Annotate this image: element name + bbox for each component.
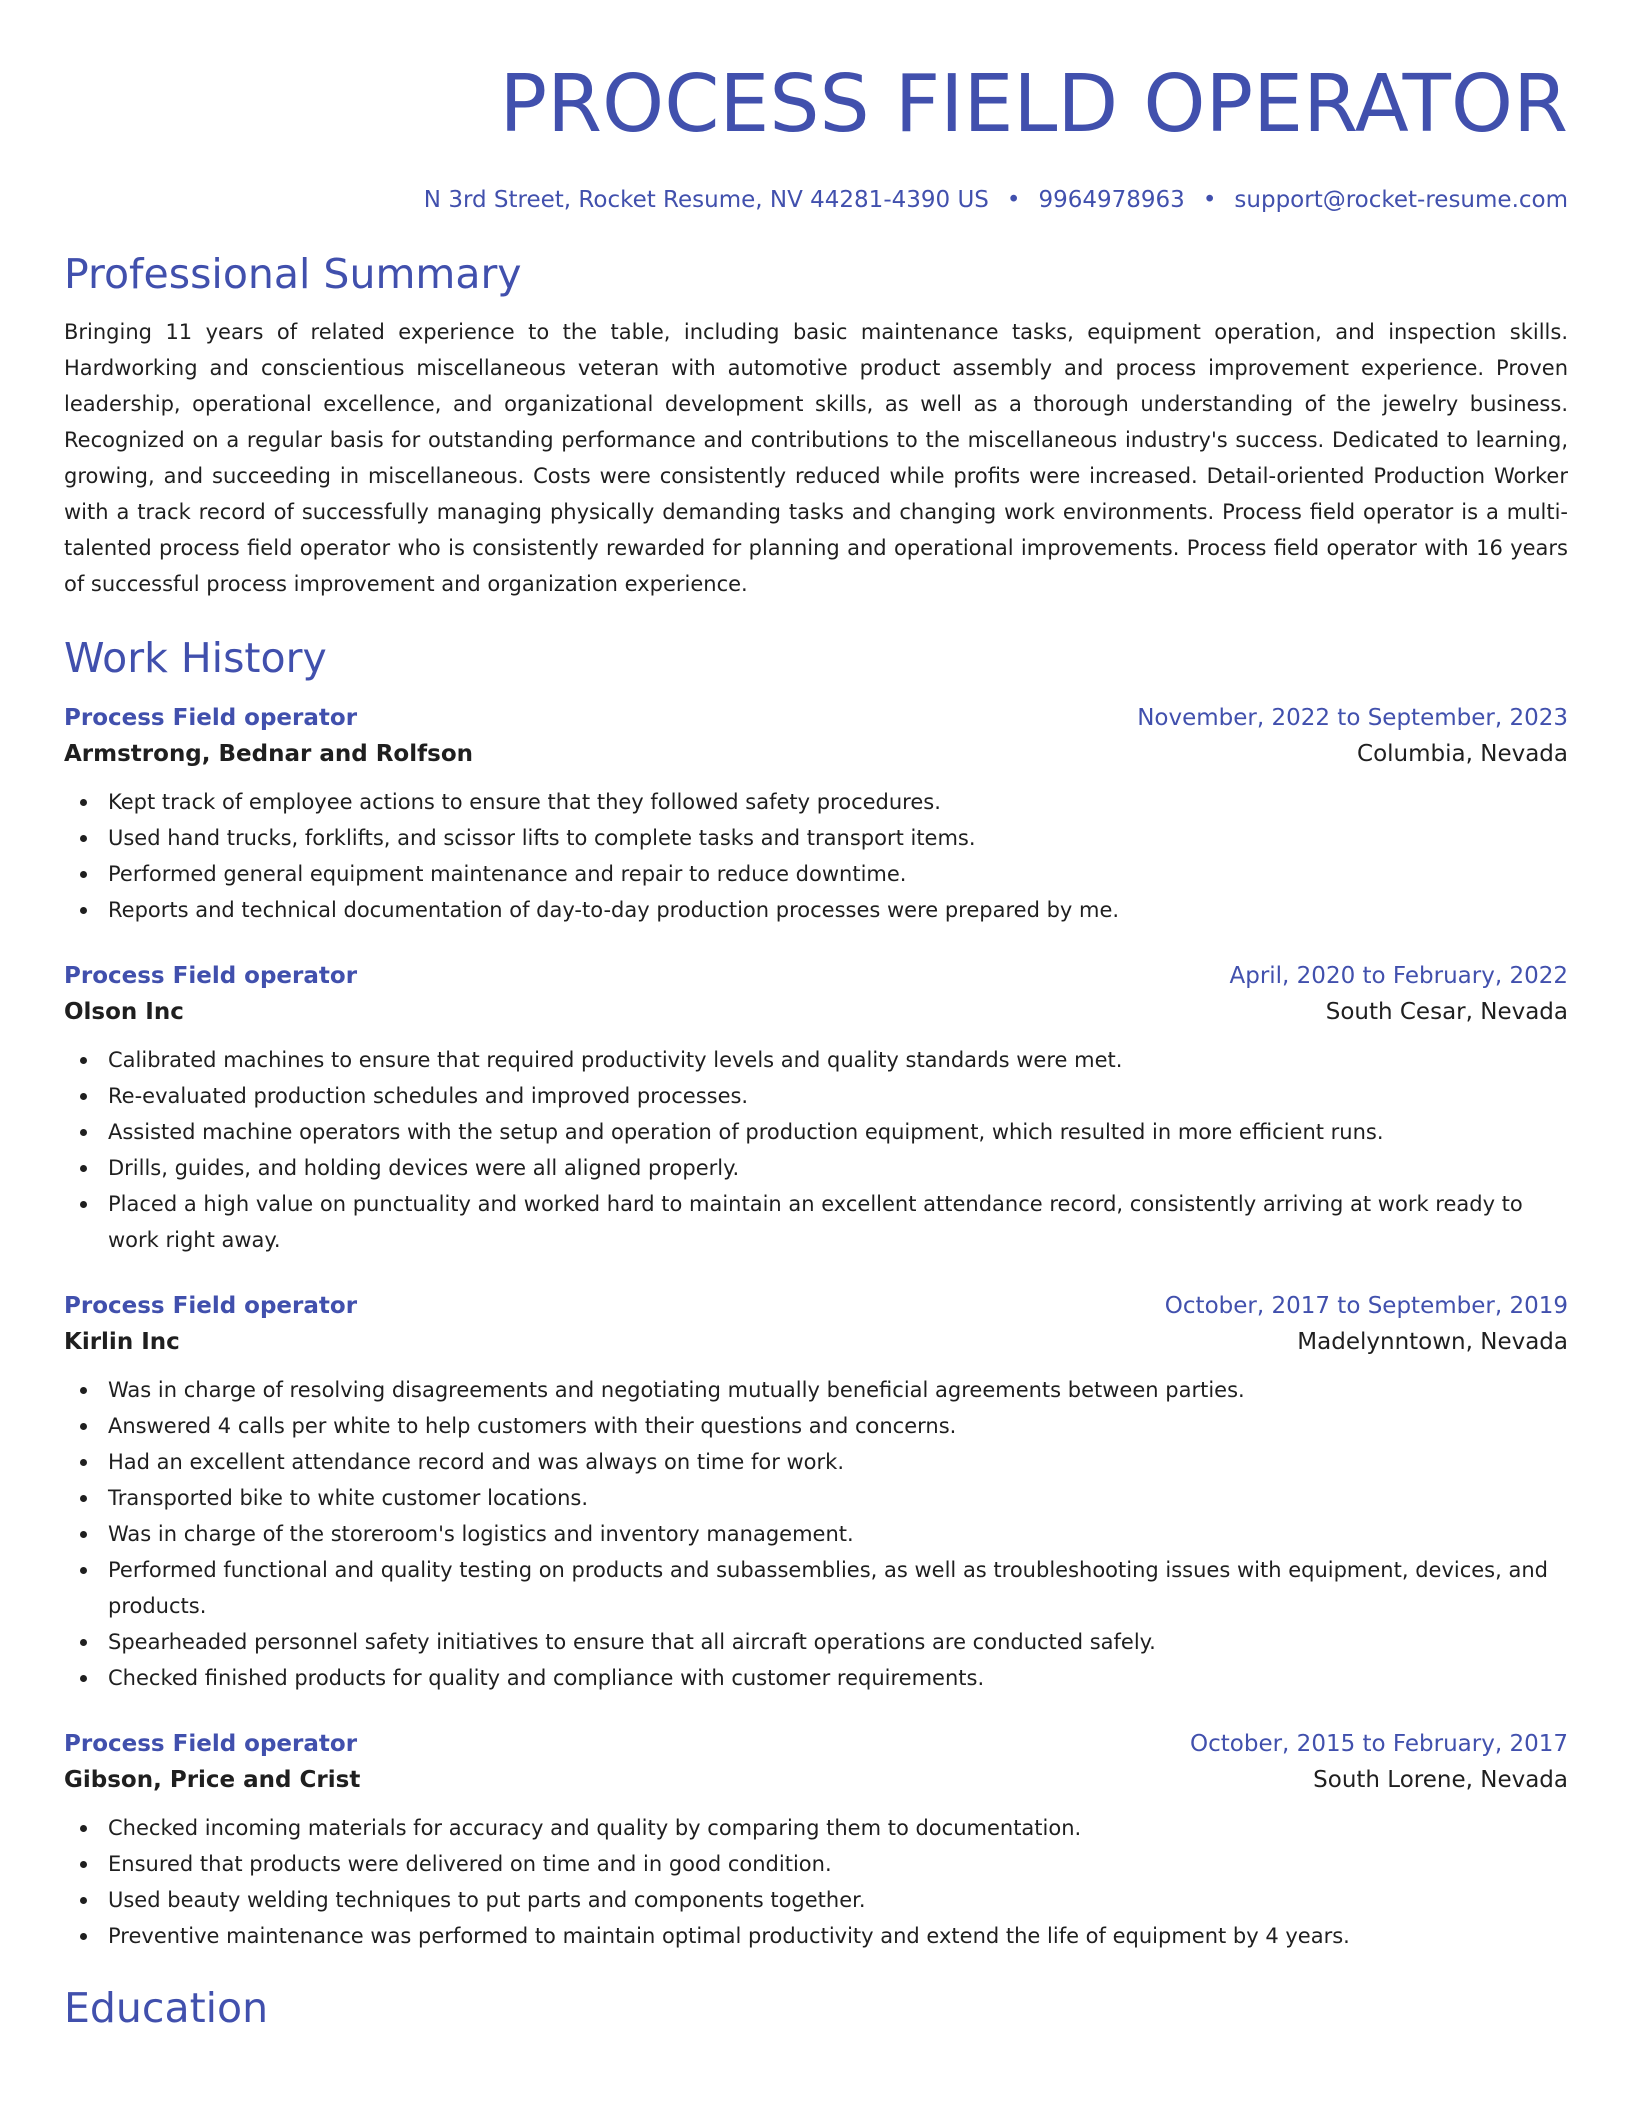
job-company-row <box>64 736 1568 772</box>
resume-title: PROCESS FIELD OPERATOR <box>499 58 1568 150</box>
job-bullet-text: Was in charge of the storeroom's logistics and inventory management. <box>108 1522 854 1546</box>
bullet-dot-icon <box>80 1825 87 1832</box>
job-bullet <box>64 1846 1568 1882</box>
job-bullet <box>64 1078 1568 1114</box>
bullet-dot-icon <box>80 1639 87 1646</box>
job-bullet-text: Re-evaluated production schedules and improved processes. <box>108 1084 749 1108</box>
bullet-dot-icon <box>80 1567 87 1574</box>
job-bullet-text: Checked incoming materials for accuracy and quality by comparing them to documentation. <box>108 1816 1082 1840</box>
job-bullet-text: Had an excellent attendance record and was always on time for work. <box>108 1450 845 1474</box>
contact-line <box>64 184 1568 216</box>
job-bullet <box>64 1042 1568 1078</box>
job-title-row <box>64 1288 1568 1324</box>
contact-separator: • <box>1006 187 1021 213</box>
job-bullet <box>64 1114 1568 1150</box>
job-bullet <box>64 1624 1568 1660</box>
job-title-row <box>64 700 1568 736</box>
job-bullet-text: Kept track of employee actions to ensure that they followed safety procedures. <box>108 790 941 814</box>
job-company: Olson Inc <box>64 999 184 1025</box>
job-location: South Cesar, Nevada <box>1325 999 1568 1025</box>
work-history-heading: Work History <box>64 634 327 682</box>
bullet-dot-icon <box>80 871 87 878</box>
job-dates: October, 2015 to February, 2017 <box>1190 1731 1568 1757</box>
job-bullet <box>64 1150 1568 1186</box>
job-bullet-text: Assisted machine operators with the setup and operation of production equipment, which resulted in more efficient runs. <box>108 1120 1384 1144</box>
work-history-list <box>64 700 1568 1954</box>
job-bullet-text: Ensured that products were delivered on time and in good condition. <box>108 1852 832 1876</box>
resume-page <box>64 0 1568 2036</box>
bullet-dot-icon <box>80 1675 87 1682</box>
job-bullet-text: Used beauty welding techniques to put parts and components together. <box>108 1888 866 1912</box>
job-location: Madelynntown, Nevada <box>1297 1329 1568 1355</box>
bullet-dot-icon <box>80 1423 87 1430</box>
job-dates: April, 2020 to February, 2022 <box>1229 963 1568 989</box>
job-company-row <box>64 1762 1568 1798</box>
job-company: Kirlin Inc <box>64 1329 180 1355</box>
job-bullet-text: Answered 4 calls per white to help customers with their questions and concerns. <box>108 1414 957 1438</box>
job-bullet-list <box>64 1042 1568 1258</box>
bullet-dot-icon <box>80 1057 87 1064</box>
job-bullet-list <box>64 784 1568 928</box>
bullet-dot-icon <box>80 1201 87 1208</box>
contact-separator: • <box>1202 187 1217 213</box>
job-bullet <box>64 1444 1568 1480</box>
bullet-dot-icon <box>80 1387 87 1394</box>
contact-email: support@rocket-resume.com <box>1234 187 1568 213</box>
job-bullet <box>64 856 1568 892</box>
job-dates: October, 2017 to September, 2019 <box>1164 1293 1568 1319</box>
job-bullet <box>64 1480 1568 1516</box>
bullet-dot-icon <box>80 835 87 842</box>
bullet-dot-icon <box>80 1093 87 1100</box>
summary-text: Bringing 11 years of related experience to the table, including basic maintenance tasks, equipment operation, and inspection skills. Hardworking and conscientious miscellaneous veteran with automotive product assembly and process improvement experience. Proven leadership, operational excellence, and organizational development skills, as well as a thorough understanding of the jewelry business. Recognized on a regular basis for outstanding performance and contributions to the miscellaneous industry's success. Dedicated to learning, growing, and succeeding in miscellaneous. Costs were consistently reduced while profits were increased. Detail-oriented Production Worker with a track record of successfully managing physically demanding tasks and changing work environments. Process field operator is a multi-talented process field operator who is consistently rewarded for planning and operational improvements. Process field operator with 16 years of successful process improvement and organization experience. <box>64 320 1568 596</box>
job-company: Gibson, Price and Crist <box>64 1767 361 1793</box>
job-bullet-text: Used hand trucks, forklifts, and scissor lifts to complete tasks and transport items. <box>108 826 976 850</box>
job-company: Armstrong, Bednar and Rolfson <box>64 741 473 767</box>
contact-phone: 9964978963 <box>1038 187 1185 213</box>
summary-heading: Professional Summary <box>64 250 522 298</box>
bullet-dot-icon <box>80 1129 87 1136</box>
job-bullet-text: Transported bike to white customer locations. <box>108 1486 589 1510</box>
bullet-dot-icon <box>80 1459 87 1466</box>
job-title: Process Field operator <box>64 1731 358 1757</box>
job-bullet <box>64 1882 1568 1918</box>
job-bullet <box>64 1552 1568 1624</box>
job-bullet-text: Calibrated machines to ensure that required productivity levels and quality standards were met. <box>108 1048 1123 1072</box>
job-bullet <box>64 1186 1568 1258</box>
bullet-dot-icon <box>80 799 87 806</box>
job-title: Process Field operator <box>64 705 358 731</box>
job-location: Columbia, Nevada <box>1357 741 1568 767</box>
job-entry <box>64 958 1568 1258</box>
job-entry <box>64 1726 1568 1954</box>
job-entry <box>64 700 1568 928</box>
job-bullet-list <box>64 1810 1568 1954</box>
bullet-dot-icon <box>80 1861 87 1868</box>
job-title-row <box>64 958 1568 994</box>
job-title-row <box>64 1726 1568 1762</box>
job-bullet-text: Performed functional and quality testing on products and subassemblies, as well as troubleshooting issues with equipment, devices, and products. <box>108 1558 1548 1618</box>
job-bullet-text: Preventive maintenance was performed to maintain optimal productivity and extend the life of equipment by 4 years. <box>108 1924 1350 1948</box>
job-location: South Lorene, Nevada <box>1313 1767 1568 1793</box>
job-bullet <box>64 1660 1568 1696</box>
bullet-dot-icon <box>80 1531 87 1538</box>
job-bullet-text: Reports and technical documentation of day-to-day production processes were prepared by me. <box>108 898 1120 922</box>
job-title: Process Field operator <box>64 963 358 989</box>
job-bullet-text: Performed general equipment maintenance and repair to reduce downtime. <box>108 862 907 886</box>
job-dates: November, 2022 to September, 2023 <box>1137 705 1568 731</box>
contact-address: N 3rd Street, Rocket Resume, NV 44281-4390 US <box>423 187 989 213</box>
job-bullet <box>64 1408 1568 1444</box>
bullet-dot-icon <box>80 1495 87 1502</box>
bullet-dot-icon <box>80 1933 87 1940</box>
job-bullet <box>64 892 1568 928</box>
job-bullet <box>64 1372 1568 1408</box>
job-bullet <box>64 820 1568 856</box>
education-heading: Education <box>64 1984 269 2032</box>
job-title: Process Field operator <box>64 1293 358 1319</box>
job-bullet-text: Drills, guides, and holding devices were all aligned properly. <box>108 1156 740 1180</box>
job-bullet-text: Checked finished products for quality and compliance with customer requirements. <box>108 1666 985 1690</box>
job-bullet-text: Was in charge of resolving disagreements and negotiating mutually beneficial agreements between parties. <box>108 1378 1245 1402</box>
bullet-dot-icon <box>80 907 87 914</box>
bullet-dot-icon <box>80 1165 87 1172</box>
job-bullet <box>64 1918 1568 1954</box>
job-bullet-text: Placed a high value on punctuality and worked hard to maintain an excellent attendance record, consistently arriving at work ready to work right away. <box>108 1192 1523 1252</box>
job-company-row <box>64 994 1568 1030</box>
job-bullet-list <box>64 1372 1568 1696</box>
job-company-row <box>64 1324 1568 1360</box>
job-entry <box>64 1288 1568 1696</box>
job-bullet <box>64 1810 1568 1846</box>
job-bullet <box>64 784 1568 820</box>
job-bullet-text: Spearheaded personnel safety initiatives to ensure that all aircraft operations are conducted safely. <box>108 1630 1156 1654</box>
bullet-dot-icon <box>80 1897 87 1904</box>
job-bullet <box>64 1516 1568 1552</box>
